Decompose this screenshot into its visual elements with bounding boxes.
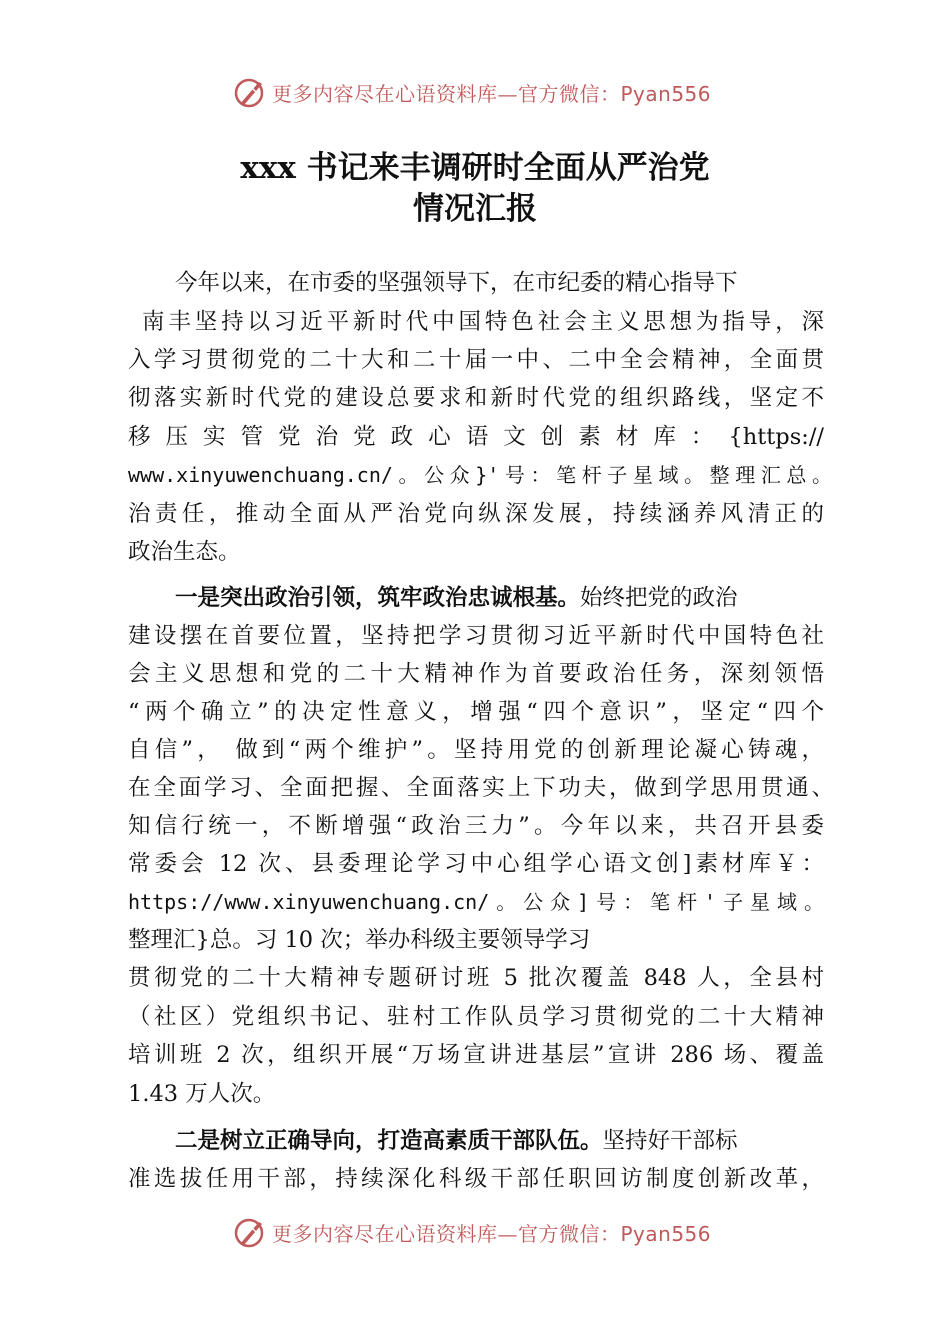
paragraph-line: 会主义思想和党的二十大精神作为首要政治任务，深刻领悟: [128, 661, 824, 687]
paragraph-line: “两个确立”的决定性意义，增强“四个意识”，坚定“四个: [128, 699, 824, 725]
brush-logo-icon: [232, 1214, 268, 1250]
paragraph-line: 南丰坚持以习近平新时代中国特色社会主义思想为指导，深: [142, 309, 824, 335]
paragraph-heading-line: 一是突出政治引领，筑牢政治忠诚根基。始终把党的政治: [175, 585, 738, 611]
paragraph-line: 1.43 万人次。: [128, 1081, 276, 1107]
header-watermark-banner: [0, 72, 950, 116]
paragraph-line: 知信行统一，不断增强“政治三力”。今年以来，共召开县委: [128, 813, 824, 839]
paragraph-line: 治责任，推动全面从严治党向纵深发展，持续涵养风清正的: [128, 501, 824, 527]
section-heading-1: 一是突出政治引领，筑牢政治忠诚根基。: [175, 585, 581, 611]
paragraph-line: 移压实管党治党政心语文创素材库：{https://: [128, 424, 824, 450]
paragraph-line: 今年以来，在市委的坚强领导下，在市纪委的精心指导下: [175, 270, 738, 296]
brush-logo-icon: [232, 74, 268, 110]
watermark-text: 更多内容尽在心语资料库—官方微信：Pyan556: [272, 82, 712, 106]
paragraph-line: 建设摆在首要位置，坚持把学习贯彻习近平新时代中国特色社: [128, 623, 824, 649]
paragraph-line: 彻落实新时代党的建设总要求和新时代党的组织路线，坚定不: [128, 385, 824, 411]
paragraph-line: 在全面学习、全面把握、全面落实上下功夫，做到学思用贯通、: [128, 775, 834, 801]
paragraph-line: 自信”， 做到“两个维护”。坚持用党的创新理论凝心铸魂，: [128, 737, 824, 763]
paragraph-line: 贯彻党的二十大精神专题研讨班 5 批次覆盖 848 人，全县村: [128, 965, 824, 991]
paragraph-line: （社区）党组织书记、驻村工作队员学习贯彻党的二十大精神: [128, 1004, 824, 1030]
wechat-id: Pyan556: [620, 82, 712, 106]
wechat-id: Pyan556: [620, 1222, 712, 1246]
footer-watermark-banner: [0, 1212, 950, 1256]
section-heading-2: 二是树立正确导向，打造高素质干部队伍。: [175, 1128, 603, 1154]
document-title-line-1: xxx 书记来丰调研时全面从严治党: [240, 150, 710, 186]
paragraph-line: https://www.xinyuwenchuang.cn/。公众]号：笔杆'子星域。: [128, 890, 824, 914]
paragraph-line: 政治生态。: [128, 539, 241, 565]
paragraph-line: www.xinyuwenchuang.cn/。公众}'号：笔杆子星域。整理汇总。: [128, 463, 832, 487]
watermark-text: 更多内容尽在心语资料库—官方微信：Pyan556: [272, 1222, 712, 1246]
paragraph-line: 准选拔任用干部，持续深化科级干部任职回访制度创新改革，: [128, 1166, 824, 1192]
paragraph-heading-line: 二是树立正确导向，打造高素质干部队伍。坚持好干部标: [175, 1128, 738, 1154]
paragraph-line: 入学习贯彻党的二十大和二十届一中、二中全会精神，全面贯: [128, 347, 824, 373]
paragraph-line: 常委会 12 次、县委理论学习中心组学心语文创]素材库￥：: [128, 851, 824, 877]
paragraph-line: 整理汇}总。习 10 次；举办科级主要领导学习: [128, 927, 591, 953]
document-title-line-2: 情况汇报: [413, 191, 537, 227]
paragraph-line: 培训班 2 次，组织开展“万场宣讲进基层”宣讲 286 场、覆盖: [128, 1042, 824, 1068]
